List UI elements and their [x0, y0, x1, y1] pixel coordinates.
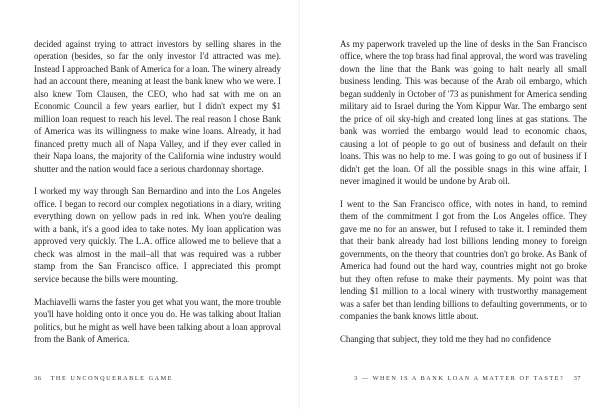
running-head: THE UNCONQUERABLE GAME: [50, 375, 174, 382]
page-number: 36: [34, 375, 42, 382]
page-number: 37: [573, 375, 581, 382]
paragraph: As my paperwork traveled up the line of desks in the San Francisco office, where the top brass had final approval, the word was traveling down the line that the Bank was going to halt nearly all small business lending. This was because of the Arab oil embargo, which began suddenly in October of '73 as punishment for America sending military aid to Israel during the Yom Kippur War. The embargo sent the price of oil sky-high and created long lines at gas stations. The bank was worried the embargo would lead to economic chaos, causing a lot of people to go out of business and default on their loans. This was no help to me. I was going to go out of business if I didn't get the loan. Of all the possible snags in this wine affair, I never imagined it would be undone by Arab oil.: [340, 39, 587, 186]
paragraph: Machiavelli warns the faster you get what you want, the more trouble you'll have holding onto it once you do. He was talking about Italian politics, but he might as well have been talking about a loan approval from the Bank of America.: [34, 296, 281, 344]
left-footer: [34, 375, 173, 382]
right-footer: [354, 375, 581, 382]
paragraph: Changing that subject, they told me they had no confidence: [340, 333, 551, 344]
left-page-text: [34, 38, 281, 345]
running-head: 3 — WHEN IS A BANK LOAN A MATTER OF TASTE?: [354, 375, 565, 382]
paragraph: I worked my way through San Bernardino and into the Los Angeles office. I began to record our complex negotiations in a diary, writing everything down on yellow pads in red ink. When you're dealing with a bank, it's a good idea to take notes. My loan application was approved very quickly. The L.A. office allowed me to believe that a check was almost in the mail–all that was required was a rubber stamp from the San Francisco office. I appreciated this prompt service because the bills were mounting.: [34, 186, 281, 284]
right-page-text: [340, 38, 587, 345]
paragraph: I went to the San Francisco office, with notes in hand, to remind them of the commitment I got from the Los Angeles office. They gave me no for an answer, but I refused to take it. I reminded them that their bank already had lost billions lending money to foreign governments, on the theory that countries don't go broke. As Bank of America had found out the hard way, countries might not go broke but they often refuse to make their payments. My point was that lending $1 million to a local winery with trustworthy management was a safer bet than lending billions to defaulting governments, or to companies the bank knows little about.: [340, 198, 587, 322]
right-page: [300, 0, 600, 409]
paragraph: decided against trying to attract investors by selling shares in the operation (besides, so far the only investor I'd attracted was me). Instead I approached Bank of America for a loan. The winery already had an account there, meaning at least the bank knew who we were. I also knew Tom Clausen, the CEO, who had sat with me on an Economic Council a few years earlier, but I didn't expect my $1 million loan request to reach his level. The real reason I chose Bank of America was its willingness to make wine loans. Already, it had financed pretty much all of Napa Valley, and if they ever called in their Napa loans, the majority of the California wine industry would shutter and the nation would face a serious chardonnay shortage.: [34, 39, 281, 174]
